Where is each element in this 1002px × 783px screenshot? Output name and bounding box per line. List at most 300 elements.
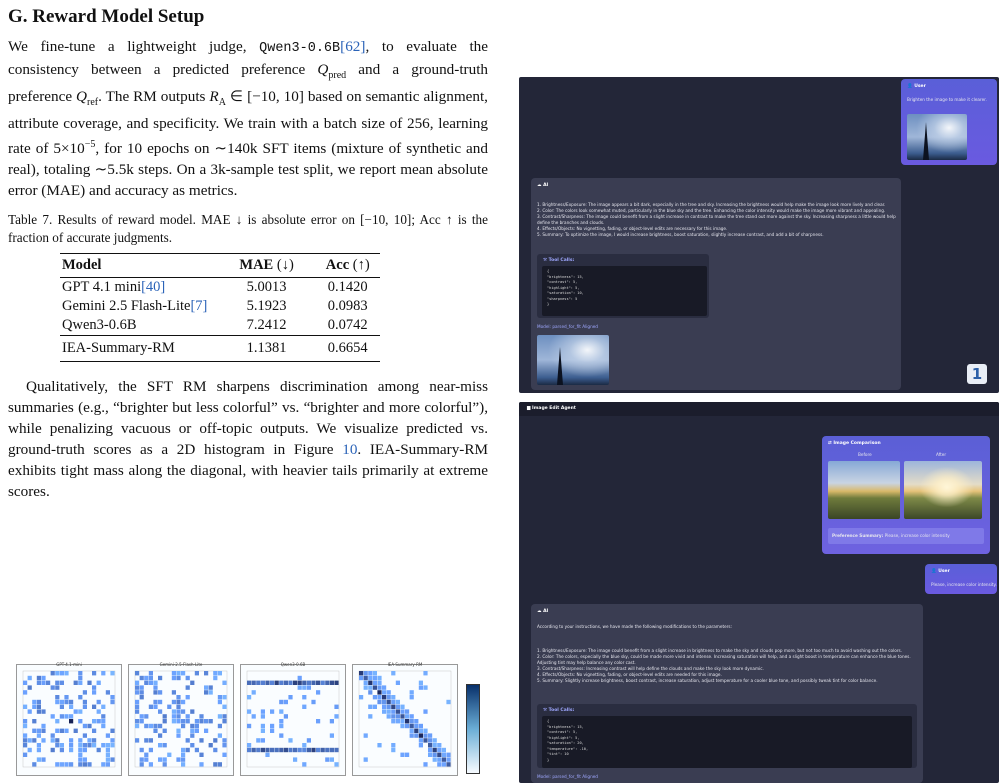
histogram-cell — [222, 719, 226, 723]
histogram-cell — [279, 709, 283, 713]
result-label: Model: parsed_for_fit Aligned — [537, 324, 598, 329]
histogram-plot — [353, 665, 457, 775]
histogram-cell — [78, 738, 82, 742]
row-acc: 0.6654 — [304, 336, 380, 362]
histogram-cell — [373, 671, 377, 675]
histogram-cell — [396, 714, 400, 718]
histogram-cell — [92, 738, 96, 742]
histogram-cell — [190, 729, 194, 733]
histogram-cell — [270, 729, 274, 733]
histogram-cell — [382, 700, 386, 704]
histogram-cell — [60, 700, 64, 704]
histogram-cell — [74, 709, 78, 713]
histogram-cell — [410, 733, 414, 737]
tool-calls-code: { "brightness": 15, "contrast": 5, "highlight": 5, "saturation": 10, "sharpness": 5 } — [542, 266, 707, 316]
histogram-cell — [218, 700, 222, 704]
citation-link[interactable]: [40] — [141, 279, 166, 296]
histogram-cell — [60, 705, 64, 709]
histogram-cell — [158, 743, 162, 747]
histogram-cell — [23, 738, 27, 742]
histogram-cell — [163, 762, 167, 766]
histogram-cell — [51, 685, 55, 689]
preference-summary: Preference Summary: Please, increase color intensity — [828, 528, 984, 544]
histogram-cell — [153, 700, 157, 704]
histogram-cell — [209, 719, 213, 723]
row-model: GPT 4.1 mini[40] — [62, 279, 166, 296]
table-row — [60, 336, 380, 362]
histogram-cell — [106, 757, 110, 761]
histogram-plot — [17, 665, 121, 775]
histogram-cell — [265, 748, 269, 752]
histogram-cell — [209, 690, 213, 694]
histogram-cell — [325, 757, 329, 761]
histogram-cell — [382, 690, 386, 694]
histogram-cell — [368, 690, 372, 694]
histogram-cell — [222, 743, 226, 747]
figure-link[interactable]: 10 — [342, 441, 358, 459]
histogram-cell — [190, 724, 194, 728]
row-mae: 5.1923 — [246, 298, 287, 315]
histogram-cell — [405, 719, 409, 723]
histogram-cell — [186, 695, 190, 699]
histogram-cell — [83, 705, 87, 709]
histogram-cell — [37, 748, 41, 752]
histogram-cell — [419, 685, 423, 689]
histogram-cell — [414, 719, 418, 723]
histogram-cell — [414, 729, 418, 733]
histogram-cell — [446, 700, 450, 704]
histogram-cell — [377, 676, 381, 680]
histogram-cell — [261, 714, 265, 718]
histogram-cell — [190, 743, 194, 747]
histogram-cell — [288, 681, 292, 685]
histogram-cell — [92, 705, 96, 709]
histogram-cell — [41, 681, 45, 685]
histogram-cell — [144, 738, 148, 742]
histogram-cell — [218, 762, 222, 766]
paper-column — [8, 0, 488, 502]
histogram-cell — [428, 748, 432, 752]
histogram-cell — [334, 762, 338, 766]
histogram-cell — [110, 757, 114, 761]
histogram-cell — [158, 709, 162, 713]
histogram-cell — [252, 681, 256, 685]
histogram-cell — [101, 705, 105, 709]
histogram-cell — [92, 685, 96, 689]
histogram-cell — [87, 681, 91, 685]
histogram-cell — [158, 757, 162, 761]
histogram-cell — [204, 719, 208, 723]
histogram-cell — [55, 700, 59, 704]
histogram-cell — [325, 681, 329, 685]
wrench-icon: ⚒ — [543, 258, 548, 263]
histogram-cell — [140, 719, 144, 723]
histogram-cell — [279, 700, 283, 704]
histogram-cell — [144, 714, 148, 718]
user-message: 👤 User Please, increase color intensity. — [925, 564, 997, 594]
histogram-cell — [97, 748, 101, 752]
histogram-cell — [270, 681, 274, 685]
histogram-cell — [60, 762, 64, 766]
histogram-cell — [32, 729, 36, 733]
histogram-cell — [51, 714, 55, 718]
histogram-cell — [316, 681, 320, 685]
histogram-cell — [176, 671, 180, 675]
histogram-cell — [32, 705, 36, 709]
histogram-cell — [37, 729, 41, 733]
histogram-cell — [298, 676, 302, 680]
histogram-cell — [97, 719, 101, 723]
table-caption: Table 7. Results of reward model. MAE ↓ is absolute error on [−10, 10]; Acc ↑ is the fraction of accurate judgments. — [8, 212, 488, 246]
histogram-cell — [209, 743, 213, 747]
histogram-cell — [428, 733, 432, 737]
histogram-cell — [199, 719, 203, 723]
histogram-cell — [83, 748, 87, 752]
histogram-cell — [373, 676, 377, 680]
histogram-cell — [247, 709, 251, 713]
tool-calls-panel: ⚒ Tool Calls: { "brightness": 15, "contrast": 5, "highlight": 5, "saturation": 10, "sharpness": 5 } — [537, 254, 709, 318]
histogram-cell — [414, 724, 418, 728]
histogram-cell — [97, 709, 101, 713]
histogram-cell — [153, 729, 157, 733]
histogram-cell — [396, 681, 400, 685]
histogram-cell — [293, 748, 297, 752]
histogram-cell — [410, 714, 414, 718]
histogram-cell — [391, 705, 395, 709]
histogram-cell — [419, 738, 423, 742]
histogram-cell — [41, 676, 45, 680]
histogram-cell — [302, 695, 306, 699]
histogram-cell — [37, 757, 41, 761]
histogram-cell — [437, 748, 441, 752]
histogram-cell — [396, 700, 400, 704]
row-model: Qwen3-0.6B — [62, 317, 137, 334]
histogram-cell — [391, 695, 395, 699]
histogram-cell — [321, 681, 325, 685]
histogram-cell — [199, 762, 203, 766]
histogram-cell — [261, 709, 265, 713]
histogram-cell — [279, 719, 283, 723]
histogram-cell — [158, 700, 162, 704]
histogram-cell — [51, 733, 55, 737]
histogram-cell — [330, 681, 334, 685]
row-acc: 0.0742 — [327, 317, 368, 334]
histogram-cell — [419, 743, 423, 747]
histogram-cell — [106, 762, 110, 766]
histogram-cell — [433, 738, 437, 742]
histogram-cell — [321, 748, 325, 752]
tool-calls-code: { "brightness": 15, "contrast": 5, "highlight": 5, "saturation": 20, "temperature": -10, "tint": 10 } — [542, 716, 912, 768]
histogram-cell — [176, 676, 180, 680]
histogram-cell — [74, 681, 78, 685]
histogram-cell — [176, 757, 180, 761]
histogram-cell — [46, 681, 50, 685]
histogram-cell — [364, 681, 368, 685]
citation-link[interactable]: [62] — [340, 38, 366, 55]
histogram-cell — [64, 671, 68, 675]
histogram-cell — [135, 671, 139, 675]
histogram-cell — [400, 719, 404, 723]
histogram-cell — [284, 748, 288, 752]
histogram-cell — [391, 719, 395, 723]
histogram-cell — [368, 705, 372, 709]
histogram-cell — [23, 733, 27, 737]
histogram-cell — [270, 724, 274, 728]
step-badge: 1 — [967, 364, 987, 384]
histogram-cell — [359, 671, 363, 675]
histogram-cell — [311, 748, 315, 752]
histogram-cell — [442, 757, 446, 761]
histogram-cell — [78, 762, 82, 766]
header-mae: MAE (↓) — [217, 254, 303, 278]
histogram-cell — [97, 681, 101, 685]
user-icon: 👤 — [907, 84, 913, 89]
histogram-cell — [28, 709, 32, 713]
user-text: Brighten the image to make it clearer. — [907, 97, 987, 102]
histogram-cell — [135, 709, 139, 713]
histogram-cell — [316, 748, 320, 752]
histogram-cell — [158, 733, 162, 737]
model-code: Qwen3-0.6B — [259, 41, 341, 56]
histogram-cell — [265, 681, 269, 685]
histogram-cell — [279, 681, 283, 685]
histogram-cell — [302, 681, 306, 685]
histogram-cell — [87, 762, 91, 766]
tool-calls-panel: ⚒ Tool Calls: { "brightness": 15, "contrast": 5, "highlight": 5, "saturation": 20, "temperature": -10, "tint": 10 } — [537, 704, 917, 768]
histogram-cell — [307, 748, 311, 752]
histogram-cell — [149, 762, 153, 766]
histogram-cell — [37, 709, 41, 713]
histogram-cell — [298, 685, 302, 689]
histogram-cell — [78, 757, 82, 761]
header-model: Model — [60, 254, 217, 278]
histogram-cell — [364, 671, 368, 675]
histogram-cell — [377, 685, 381, 689]
histogram-cell — [23, 753, 27, 757]
histogram-cell — [181, 757, 185, 761]
histogram-cell — [158, 690, 162, 694]
table-header-row — [60, 254, 380, 278]
histogram-cell — [302, 762, 306, 766]
histogram-cell — [204, 729, 208, 733]
histogram-cell — [186, 719, 190, 723]
histogram-cell — [204, 690, 208, 694]
histogram-cell — [135, 700, 139, 704]
before-image[interactable] — [828, 461, 900, 519]
histogram-cell — [275, 748, 279, 752]
histogram-cell — [195, 724, 199, 728]
histogram-cell — [307, 681, 311, 685]
histogram-cell — [153, 724, 157, 728]
histogram-cell — [284, 714, 288, 718]
histogram-cell — [419, 729, 423, 733]
histogram-cell — [78, 676, 82, 680]
histogram-cell — [92, 690, 96, 694]
after-image[interactable] — [904, 461, 982, 519]
histogram-cell — [442, 753, 446, 757]
histogram-cell — [446, 753, 450, 757]
histogram-panel — [16, 664, 122, 776]
histogram-cell — [37, 705, 41, 709]
histogram-cell — [110, 671, 114, 675]
histogram-cell — [78, 719, 82, 723]
histogram-cell — [302, 705, 306, 709]
histogram-cell — [181, 671, 185, 675]
histogram-cell — [423, 733, 427, 737]
histogram-cell — [433, 743, 437, 747]
histogram-cell — [387, 695, 391, 699]
user-message: 👤 User Brighten the image to make it clearer. — [901, 79, 997, 165]
histogram-cell — [442, 762, 446, 766]
histogram-cell — [396, 719, 400, 723]
histogram-cell — [32, 762, 36, 766]
histogram-cell — [55, 671, 59, 675]
histogram-cell — [144, 757, 148, 761]
histogram-cell — [32, 738, 36, 742]
histogram-cell — [437, 753, 441, 757]
histogram-cell — [222, 695, 226, 699]
histogram-cell — [41, 724, 45, 728]
histogram-cell — [87, 743, 91, 747]
histogram-cell — [78, 681, 82, 685]
histogram-cell — [37, 743, 41, 747]
wrench-icon: ⚒ — [543, 708, 548, 713]
histogram-cell — [69, 719, 73, 723]
histogram-cell — [28, 738, 32, 742]
histogram-cell — [64, 762, 68, 766]
histogram-cell — [437, 762, 441, 766]
histogram-cell — [172, 700, 176, 704]
row-model: Gemini 2.5 Flash-Lite[7] — [62, 298, 208, 315]
ai-text: 1. Brightness/Exposure: The image appears a bit dark, especially in the tree and sky. Increasing the brightness would help make the image look more lively and clear. 2. Color: The colors look somewhat muted, particularly in the blue sky and the tree. Enhancing the color intensity would make the image more vibrant and appealing. 3. Contrast/Sharpness: The image could benefit from a slight increase in contrast to make the tree stand out more against the sky. Increasing sharpness a little would help define the branches and clouds. 4. Effects/Objects: No vignetting, fading, or object-level edits are necessary for this image. 5. Summary: To optimize the image, I would increase brightness, boost saturation, slightly increase contrast, and add a bit of sharpness. — [537, 202, 896, 237]
results-table — [60, 253, 380, 362]
histogram-cell — [144, 676, 148, 680]
histogram-cell — [83, 762, 87, 766]
histogram-cell — [334, 681, 338, 685]
histogram-cell — [359, 695, 363, 699]
histogram-cell — [135, 719, 139, 723]
histogram-cell — [256, 738, 260, 742]
histogram-cell — [405, 709, 409, 713]
histogram-cell — [110, 695, 114, 699]
histogram-cell — [293, 757, 297, 761]
histogram-cell — [186, 676, 190, 680]
histogram-panel — [240, 664, 346, 776]
histogram-cell — [298, 748, 302, 752]
histogram-cell — [222, 705, 226, 709]
histogram-cell — [387, 700, 391, 704]
histogram-cell — [423, 738, 427, 742]
histogram-cell — [316, 690, 320, 694]
histogram-cell — [334, 705, 338, 709]
histogram-cell — [261, 748, 265, 752]
histogram-cell — [387, 709, 391, 713]
histogram-cell — [69, 700, 73, 704]
chat-icon: ▆ — [527, 406, 531, 411]
histogram-cell — [140, 762, 144, 766]
histogram-cell — [167, 705, 171, 709]
histogram-cell — [364, 685, 368, 689]
histogram-cell — [64, 729, 68, 733]
result-image[interactable] — [537, 335, 609, 385]
histogram-cell — [176, 729, 180, 733]
histogram-cell — [60, 748, 64, 752]
histogram-cell — [135, 738, 139, 742]
histogram-cell — [158, 724, 162, 728]
histogram-cell — [218, 733, 222, 737]
histogram-cell — [83, 724, 87, 728]
histogram-cell — [28, 676, 32, 680]
histogram-cell — [106, 743, 110, 747]
histogram-cell — [92, 671, 96, 675]
histogram-cell — [23, 705, 27, 709]
swap-icon: ⇄ — [828, 441, 832, 446]
histogram-cell — [83, 757, 87, 761]
citation-link[interactable]: [7] — [190, 298, 208, 315]
histogram-cell — [213, 762, 217, 766]
histogram-cell — [149, 681, 153, 685]
histogram-cell — [64, 700, 68, 704]
histogram-cell — [279, 733, 283, 737]
histogram-cell — [69, 743, 73, 747]
histogram-cell — [140, 748, 144, 752]
histogram-cell — [218, 671, 222, 675]
histogram-cell — [181, 762, 185, 766]
histogram-cell — [405, 753, 409, 757]
histogram-cell — [364, 676, 368, 680]
image-comparison-panel: ⇄ Image Comparison Before After Preference Summary: Please, increase color intensity — [822, 436, 990, 554]
histogram-cell — [55, 681, 59, 685]
histogram-cell — [101, 714, 105, 718]
histogram-cell — [55, 743, 59, 747]
histogram-cell — [400, 709, 404, 713]
histogram-cell — [222, 714, 226, 718]
histogram-cell — [330, 757, 334, 761]
histogram-cell — [195, 719, 199, 723]
histogram-cell — [181, 724, 185, 728]
histogram-cell — [261, 681, 265, 685]
input-image[interactable] — [907, 114, 967, 160]
histogram-cell — [37, 733, 41, 737]
row-acc: 0.1420 — [327, 279, 368, 296]
histogram-cell — [41, 738, 45, 742]
histogram-cell — [405, 714, 409, 718]
histogram-cell — [37, 676, 41, 680]
histogram-cell — [387, 714, 391, 718]
histogram-cell — [163, 757, 167, 761]
histogram-cell — [190, 709, 194, 713]
histogram-cell — [153, 681, 157, 685]
histogram-panel — [128, 664, 234, 776]
histogram-cell — [222, 753, 226, 757]
histogram-plot — [241, 665, 345, 775]
histogram-cell — [373, 685, 377, 689]
histogram-cell — [135, 705, 139, 709]
histogram-cell — [311, 681, 315, 685]
histogram-cell — [410, 724, 414, 728]
histogram-cell — [23, 743, 27, 747]
histogram-cell — [373, 681, 377, 685]
histogram-cell — [382, 709, 386, 713]
histogram-cell — [101, 671, 105, 675]
histogram-cell — [330, 719, 334, 723]
histogram-cell — [69, 714, 73, 718]
after-label: After — [936, 452, 947, 457]
histogram-cell — [23, 681, 27, 685]
histogram-cell — [270, 709, 274, 713]
histogram-cell — [69, 748, 73, 752]
histogram-cell — [437, 743, 441, 747]
